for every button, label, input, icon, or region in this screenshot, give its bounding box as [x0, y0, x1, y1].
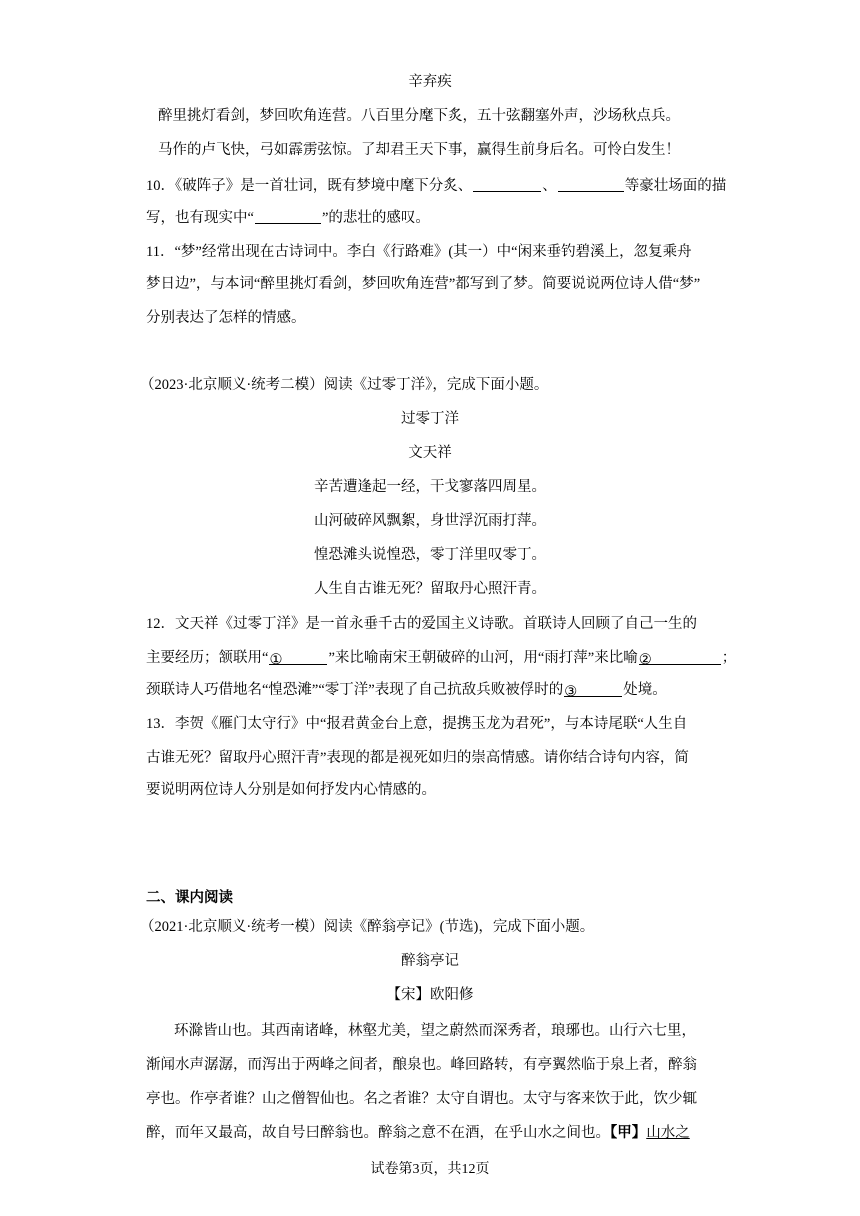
marker-jia: 【甲】	[610, 1125, 647, 1141]
answer-blank-4[interactable]	[269, 650, 327, 668]
prose-line-3: 亭也。作亭者谁？山之僧智仙也。名之者谁？太守自谓也。太守与客来饮于此，饮少辄	[146, 1091, 697, 1107]
poem2-line-3: 惶恐滩头说惶恐，零丁洋里叹零丁。	[314, 547, 546, 563]
blank-marker-3: ③	[564, 684, 578, 700]
q12-text-c: ”来比喻南宋王朝破碎的山河，用“雨打萍”来比喻	[328, 650, 638, 666]
question-12-line-1: 12．文天祥《过零丁洋》是一首永垂千古的爱国主义诗歌。首联诗人回顾了自己一生的	[146, 616, 697, 632]
poem2-author: 文天祥	[408, 445, 452, 461]
poem2-title: 过零丁洋	[401, 411, 459, 427]
page-footer: 试卷第3页，共12页	[370, 1162, 490, 1177]
question-10-line-1	[146, 176, 726, 196]
prose-title: 醉翁亭记	[401, 953, 459, 969]
prose-author: 【宋】欧阳修	[386, 987, 474, 1003]
poem2-line-4: 人生自古谁无死？留取丹心照汗青。	[314, 581, 546, 597]
poem1-author: 辛弃疾	[408, 74, 452, 90]
answer-blank-2[interactable]	[558, 177, 624, 192]
q12-text-g: 处境。	[623, 682, 667, 698]
poem2-line-1: 辛苦遭逢起一经，干戈寥落四周星。	[314, 479, 546, 495]
question-12-line-2	[146, 648, 736, 668]
question-11-line-2: 梦日边”，与本词“醉里挑灯看剑，梦回吹角连营”都写到了梦。简要说说两位诗人借“梦”	[146, 276, 701, 292]
question-13-line-1: 13．李贺《雁门太守行》中“报君黄金台上意，提携玉龙为君死”，与本诗尾联“人生自	[146, 716, 688, 732]
prose-line-4	[146, 1123, 690, 1143]
prose-line-4-text: 醉，而年又最高，故自号曰醉翁也。醉翁之意不在酒，在乎山水之间也。	[146, 1125, 610, 1141]
q10-text-d: 写，也有现实中“	[146, 210, 254, 226]
poem1-line-1: 醉里挑灯看剑，梦回吹角连营。八百里分麾下炙，五十弦翻塞外声，沙场秋点兵。	[158, 108, 680, 124]
question-11-line-1: 11．“梦”经常出现在古诗词中。李白《行路难》(其一）中“闲来垂钓碧溪上，忽复乘舟	[146, 244, 692, 260]
question-12-line-3	[146, 680, 667, 700]
question-13-line-2: 古谁无死？留取丹心照汗青”表现的都是视死如归的崇高情感。请你结合诗句内容，简	[146, 750, 689, 766]
blank-marker-2: ②	[638, 652, 652, 668]
poem2-line-2: 山河破碎风飘絮，身世浮沉雨打萍。	[314, 513, 546, 529]
q10-text-e: ”的悲壮的感叹。	[321, 210, 430, 226]
q12-text-e: ；	[721, 650, 737, 666]
q12-text-f: 颈联诗人巧借地名“惶恐滩”“零丁洋”表现了自己抗敌兵败被俘时的	[146, 682, 564, 698]
answer-blank-5[interactable]	[638, 650, 721, 668]
reading-intro-3: （2021·北京顺义·统考一模）阅读《醉翁亭记》(节选)，完成下面小题。	[140, 919, 595, 935]
prose-line-1: 环滁皆山也。其西南诸峰，林壑尤美，望之蔚然而深秀者，琅琊也。山行六七里，	[174, 1023, 696, 1039]
q10-text-c: 等豪壮场面的描	[624, 178, 727, 194]
q12-text-a: 主要经历；颔联用“	[146, 650, 269, 666]
question-11-line-3: 分别表达了怎样的情感。	[146, 310, 306, 326]
prose-line-2: 渐闻水声潺潺，而泻出于两峰之间者，酿泉也。峰回路转，有亭翼然临于泉上者，醉翁	[146, 1057, 697, 1073]
blank-marker-1: ①	[269, 652, 283, 668]
poem1-line-2: 马作的卢飞快，弓如霹雳弦惊。了却君王天下事，赢得生前身后名。可怜白发生！	[158, 142, 680, 158]
question-10-line-2	[146, 208, 430, 228]
q10-text-a: 10．《破阵子》是一首壮词，既有梦境中麾下分炙、	[146, 178, 473, 194]
answer-blank-1[interactable]	[473, 177, 541, 192]
underlined-passage: 山水之	[646, 1125, 690, 1141]
reading-intro-2: （2023·北京顺义·统考二模）阅读《过零丁洋》，完成下面小题。	[140, 377, 549, 393]
answer-blank-3[interactable]	[255, 209, 321, 224]
q10-text-b: 、	[542, 178, 557, 194]
question-13-line-3: 要说明两位诗人分别是如何抒发内心情感的。	[146, 782, 436, 798]
answer-blank-6[interactable]	[564, 682, 622, 700]
section-heading: 二、课内阅读	[146, 890, 233, 906]
